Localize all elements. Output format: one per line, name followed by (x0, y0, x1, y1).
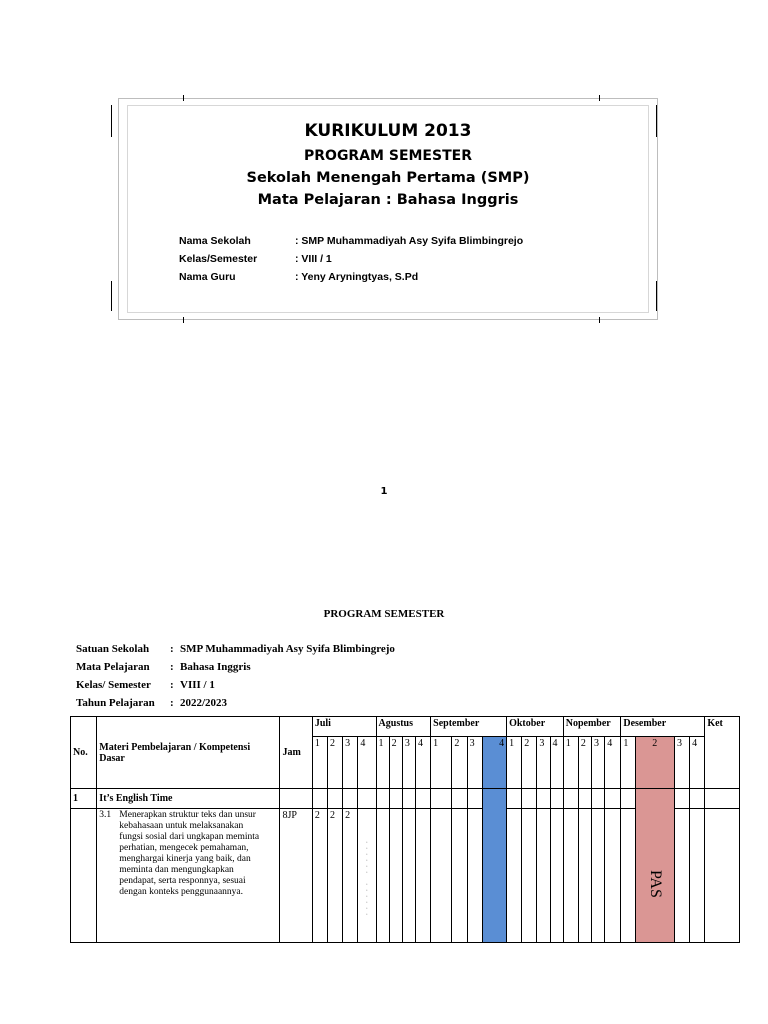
cover-title: KURIKULUM 2013 (304, 121, 472, 141)
header-ket: Ket (705, 717, 740, 789)
corner-mark (183, 95, 184, 101)
week-cell: 3 (467, 737, 482, 789)
pas-cell (635, 789, 674, 943)
kd-jam: 8JP (280, 809, 312, 943)
corner-mark (656, 281, 657, 311)
september-w4-highlight (482, 789, 506, 943)
juli-w2-value: 2 (327, 809, 342, 943)
info-row-school (179, 235, 523, 247)
cover-subtitle: PROGRAM SEMESTER (304, 148, 472, 164)
week-cell: 2 (327, 737, 342, 789)
info-label: Nama Sekolah (179, 235, 251, 247)
week-cell: 4 (690, 737, 705, 789)
meta-label: Mata Pelajaran (76, 661, 150, 673)
week-cell: 3 (343, 737, 358, 789)
juli-w4-marks: · · · · · · · · · · · · (358, 809, 376, 943)
corner-mark (111, 105, 112, 137)
meta-row (76, 661, 251, 673)
info-label: Kelas/Semester (179, 253, 258, 265)
info-value: : Yeny Aryningtyas, S.Pd (295, 271, 419, 283)
meta-colon: : (170, 697, 174, 709)
cover-subject: Mata Pelajaran : Bahasa Inggris (257, 192, 519, 208)
kd-text: Menerapkan struktur teks dan unsur kebahasaan untuk melaksanakan fungsi sosial dari ungkapan meminta perhatian, mengecek pemahaman, menghargai kinerja yang baik, dan meminta dan mengungkapkan pendapat, serta responnya, sesuai dengan konteks penggunaannya. (119, 810, 260, 897)
unit-title: It’s English Time (97, 789, 280, 809)
week-cell: 1 (507, 737, 522, 789)
header-materi: Materi Pembelajaran / Kompetensi Dasar (97, 717, 280, 789)
juli-w3-value: 2 (343, 809, 358, 943)
week-cell: 2 (578, 737, 591, 789)
meta-value: 2022/2023 (180, 697, 228, 709)
info-row-class (179, 253, 332, 265)
header-jam: Jam (280, 717, 312, 789)
info-row-teacher (179, 271, 418, 283)
week-cell-september-4: 4 (482, 737, 506, 789)
week-cell: 1 (621, 737, 635, 789)
unit-number: 1 (71, 789, 97, 809)
week-cell: 4 (358, 737, 376, 789)
pas-label: PAS (646, 870, 664, 898)
meta-row (76, 697, 227, 709)
meta-colon: : (170, 643, 174, 655)
meta-row (76, 679, 215, 691)
info-label: Nama Guru (179, 271, 236, 283)
week-cell: 1 (376, 737, 389, 789)
info-value: : VIII / 1 (295, 253, 332, 265)
meta-value: VIII / 1 (180, 679, 215, 691)
juli-w1-value: 2 (312, 809, 327, 943)
week-cell: 4 (415, 737, 430, 789)
month-september: September (431, 717, 507, 737)
week-cell: 1 (312, 737, 327, 789)
corner-mark (183, 317, 184, 323)
meta-label: Tahun Pelajaran (76, 697, 155, 709)
info-value: : SMP Muhammadiyah Asy Syifa Blimbingrejo (295, 235, 524, 247)
week-cell: 1 (563, 737, 578, 789)
month-desember: Desember (621, 717, 705, 737)
cover-frame (118, 98, 658, 320)
meta-value: SMP Muhammadiyah Asy Syifa Blimbingrejo (180, 643, 395, 655)
header-no: No. (71, 717, 97, 789)
week-cell: 3 (592, 737, 605, 789)
meta-row (76, 643, 395, 655)
page-number: 1 (380, 486, 388, 497)
schedule-table (70, 716, 740, 943)
week-cell: 4 (550, 737, 563, 789)
month-nopember: Nopember (563, 717, 621, 737)
week-cell: 3 (674, 737, 689, 789)
week-cell: 3 (537, 737, 550, 789)
month-agustus: Agustus (376, 717, 431, 737)
meta-label: Satuan Sekolah (76, 643, 150, 655)
meta-label: Kelas/ Semester (76, 679, 151, 691)
week-cell-desember-2: 2 (635, 737, 674, 789)
prosem-title: PROGRAM SEMESTER (323, 608, 445, 620)
cover-school-level: Sekolah Menengah Pertama (SMP) (246, 170, 530, 186)
month-oktober: Oktober (507, 717, 564, 737)
corner-mark (599, 317, 600, 323)
week-cell: 1 (431, 737, 452, 789)
month-juli: Juli (312, 717, 376, 737)
meta-colon: : (170, 661, 174, 673)
meta-colon: : (170, 679, 174, 691)
week-cell: 2 (522, 737, 537, 789)
meta-value: Bahasa Inggris (180, 661, 251, 673)
week-cell: 4 (605, 737, 621, 789)
week-cell: 2 (389, 737, 402, 789)
kd-number: 3.1 (99, 810, 112, 820)
week-cell: 2 (452, 737, 467, 789)
kd-cell (97, 809, 280, 943)
corner-mark (599, 95, 600, 101)
corner-mark (111, 281, 112, 311)
week-cell: 3 (402, 737, 415, 789)
